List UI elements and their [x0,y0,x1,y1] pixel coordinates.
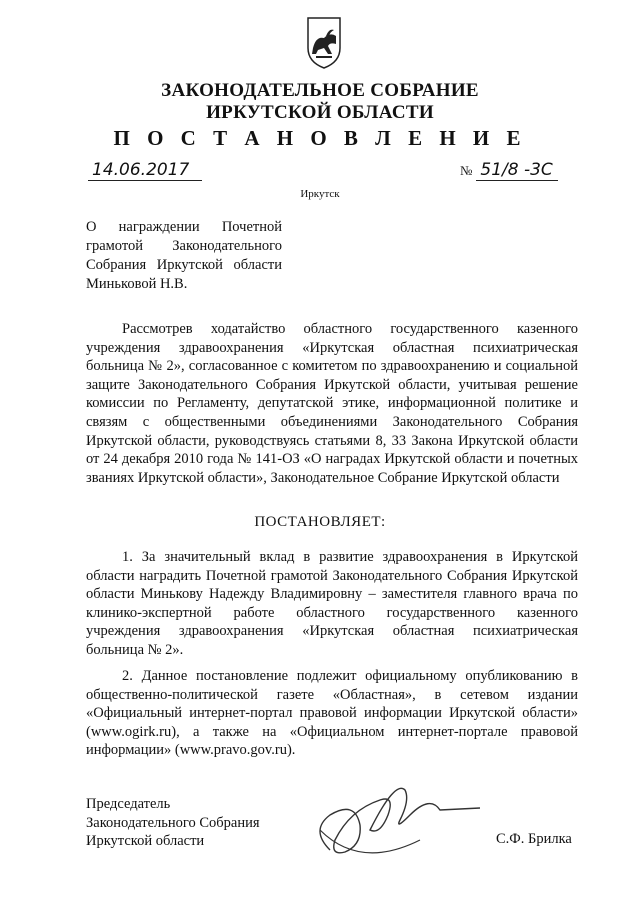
document-subject: О награждении Почетной грамотой Законодательного Собрания Иркутской области Миньковой Н.В. [86,219,282,292]
document-date: 14.06.2017 [88,160,202,181]
document-number-block [460,160,560,181]
signatory-title [86,795,286,851]
number-label: № [460,163,473,178]
resolution-point-2: 2. Данное постановление подлежит официальному опубликованию в общественно-политической газете «Областная», в сетевом издании «Официальный интернет-портал правовой информации Иркутской области» (www.ogirk.ru), а также на «Официальном интернет-портале правовой информации» (www.pravo.gov.ru). [86,668,578,759]
organization-title-line2: ИРКУТСКОЙ ОБЛАСТИ [206,102,434,123]
organization-title-line1: ЗАКОНОДАТЕЛЬНОЕ СОБРАНИЕ [161,80,479,101]
coat-of-arms-icon [302,14,346,70]
document-number: 51/8 -3С [476,160,558,181]
document-city: Иркутск [300,188,340,200]
signatory-name: С.Ф. Брилка [496,831,572,847]
handwritten-signature [300,770,500,880]
resolution-point-1: 1. За значительный вклад в развитие здравоохранения в Иркутской области наградить Почетной грамотой Законодательного Собрания Иркутской области Минькову Надежду Владимировну – заместителя главного врача по клинико-экспертной работе областного государственного казенного учреждения здравоохранения «Иркутская областная психиатрическая больница № 2». [86,549,578,658]
document-type-heading: П О С Т А Н О В Л Е Н И Е [113,126,527,150]
signatory-title-line2: Законодательного Собрания [86,814,260,831]
signatory-title-line3: Иркутской области [86,833,205,850]
preamble-paragraph: Рассмотрев ходатайство областного государственного казенного учреждения здравоохранения «Иркутская областная психиатрическая больница № 2», согласованное с комитетом по здравоохранению и социальной защите Законодательного Собрания Иркутской области, учитывая решение комиссии по Регламенту, депутатской этике, информационной политике и связям с общественными объединениями Законодательного Собрания Иркутской области, руководствуясь статьями 8, 33 Закона Иркутской области от 24 декабря 2010 года № 141-ОЗ «О наградах Иркутской области и почетных званиях Иркутской области», Законодательное Собрание Иркутской области [86,321,578,486]
signatory-title-line1: Председатель [86,796,171,812]
resolves-heading: ПОСТАНОВЛЯЕТ: [254,514,386,530]
